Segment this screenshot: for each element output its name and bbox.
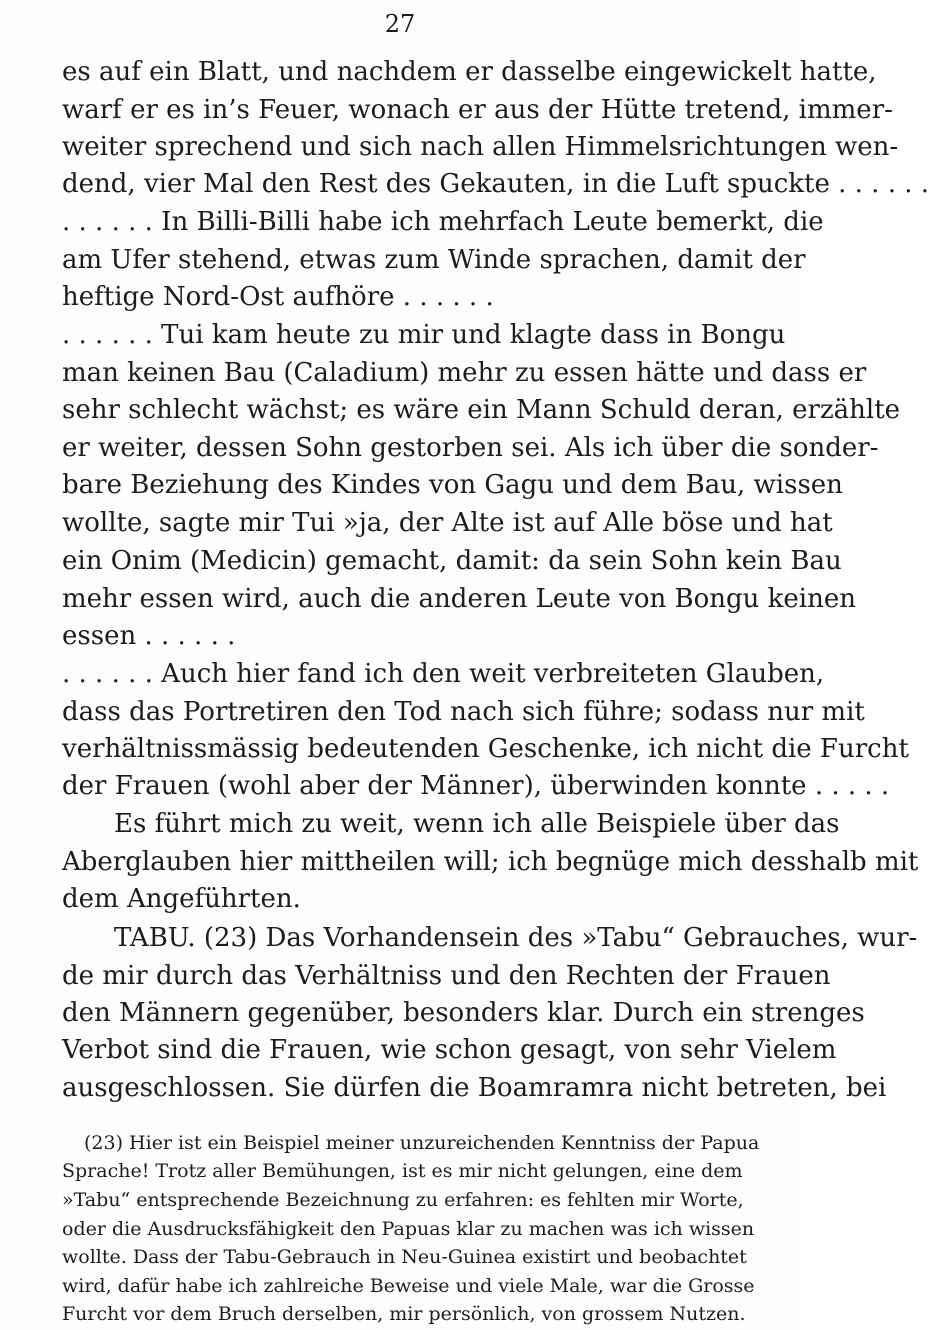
text-line: sehr schlecht wächst; es wäre ein Mann Schuld deran, erzählte: [62, 395, 901, 425]
text-line: . . . . . . Tui kam heute zu mir und klagte dass in Bongu: [62, 320, 786, 350]
footnote-line: oder die Ausdrucksfähigkeit den Papuas klar zu machen was ich wissen: [62, 1218, 755, 1240]
text-line: ausgeschlossen. Sie dürfen die Boamramra nicht betreten, bei: [62, 1073, 887, 1103]
text-line: am Ufer stehend, etwas zum Winde sprachen, damit der: [62, 245, 806, 275]
text-line: wollte, sagte mir Tui »ja, der Alte ist auf Alle böse und hat: [62, 508, 833, 538]
text-line: weiter sprechend und sich nach allen Himmelsrichtungen wen-: [62, 132, 899, 162]
text-line: . . . . . . In Billi-Billi habe ich mehrfach Leute bemerkt, die: [62, 207, 824, 237]
text-line: bare Beziehung des Kindes von Gagu und dem Bau, wissen: [62, 470, 843, 500]
text-line: dem Angeführten.: [62, 884, 301, 914]
text-line: dass das Portretiren den Tod nach sich führe; sodass nur mit: [62, 697, 865, 727]
text-line: mehr essen wird, auch die anderen Leute von Bongu keinen: [62, 584, 856, 614]
text-line: heftige Nord-Ost aufhöre . . . . . .: [62, 282, 494, 312]
text-line: verhältnissmässig bedeutenden Geschenke, ich nicht die Furcht: [62, 734, 909, 764]
page-number: 27: [384, 10, 416, 38]
text-line: ein Onim (Medicin) gemacht, damit: da sein Sohn kein Bau: [62, 546, 842, 576]
text-line: dend, vier Mal den Rest des Gekauten, in die Luft spuckte . . . . . .: [62, 169, 929, 199]
text-line: Es führt mich zu weit, wenn ich alle Beispiele über das: [114, 809, 840, 839]
text-line: essen . . . . . .: [62, 621, 236, 651]
footnote-line: Furcht vor dem Bruch derselben, mir persönlich, von grossem Nutzen.: [62, 1303, 746, 1325]
text-line: der Frauen (wohl aber der Männer), überwinden konnte . . . . .: [62, 771, 890, 801]
footnote-line: wird, dafür habe ich zahlreiche Beweise und viele Male, war die Grosse: [62, 1275, 755, 1297]
text-line: Aberglauben hier mittheilen will; ich begnüge mich desshalb mit: [62, 847, 919, 877]
text-line: es auf ein Blatt, und nachdem er dasselbe eingewickelt hatte,: [62, 57, 877, 87]
text-line: . . . . . . Auch hier fand ich den weit verbreiteten Glauben,: [62, 659, 825, 689]
text-line: den Männern gegenüber, besonders klar. Durch ein strenges: [62, 998, 865, 1028]
footnote-line: wollte. Dass der Tabu-Gebrauch in Neu-Guinea existirt und beobachtet: [62, 1246, 747, 1268]
text-line: de mir durch das Verhältniss und den Rechten der Frauen: [62, 961, 831, 991]
text-line: warf er es in’s Feuer, wonach er aus der Hütte tretend, immer-: [62, 95, 893, 125]
text-line: man keinen Bau (Caladium) mehr zu essen hätte und dass er: [62, 358, 867, 388]
text-line: Verbot sind die Frauen, wie schon gesagt, von sehr Vielem: [62, 1035, 837, 1065]
footnote-line: »Tabu“ entsprechende Bezeichnung zu erfahren: es fehlten mir Worte,: [62, 1189, 744, 1211]
footnote-line: Sprache! Trotz aller Bemühungen, ist es mir nicht gelungen, eine dem: [62, 1160, 743, 1182]
text-line: er weiter, dessen Sohn gestorben sei. Als ich über die sonder-: [62, 433, 879, 463]
text-line: TABU. (23) Das Vorhandensein des »Tabu“ Gebrauches, wur-: [114, 923, 918, 953]
footnote-line: (23) Hier ist ein Beispiel meiner unzureichenden Kenntniss der Papua: [84, 1132, 760, 1154]
